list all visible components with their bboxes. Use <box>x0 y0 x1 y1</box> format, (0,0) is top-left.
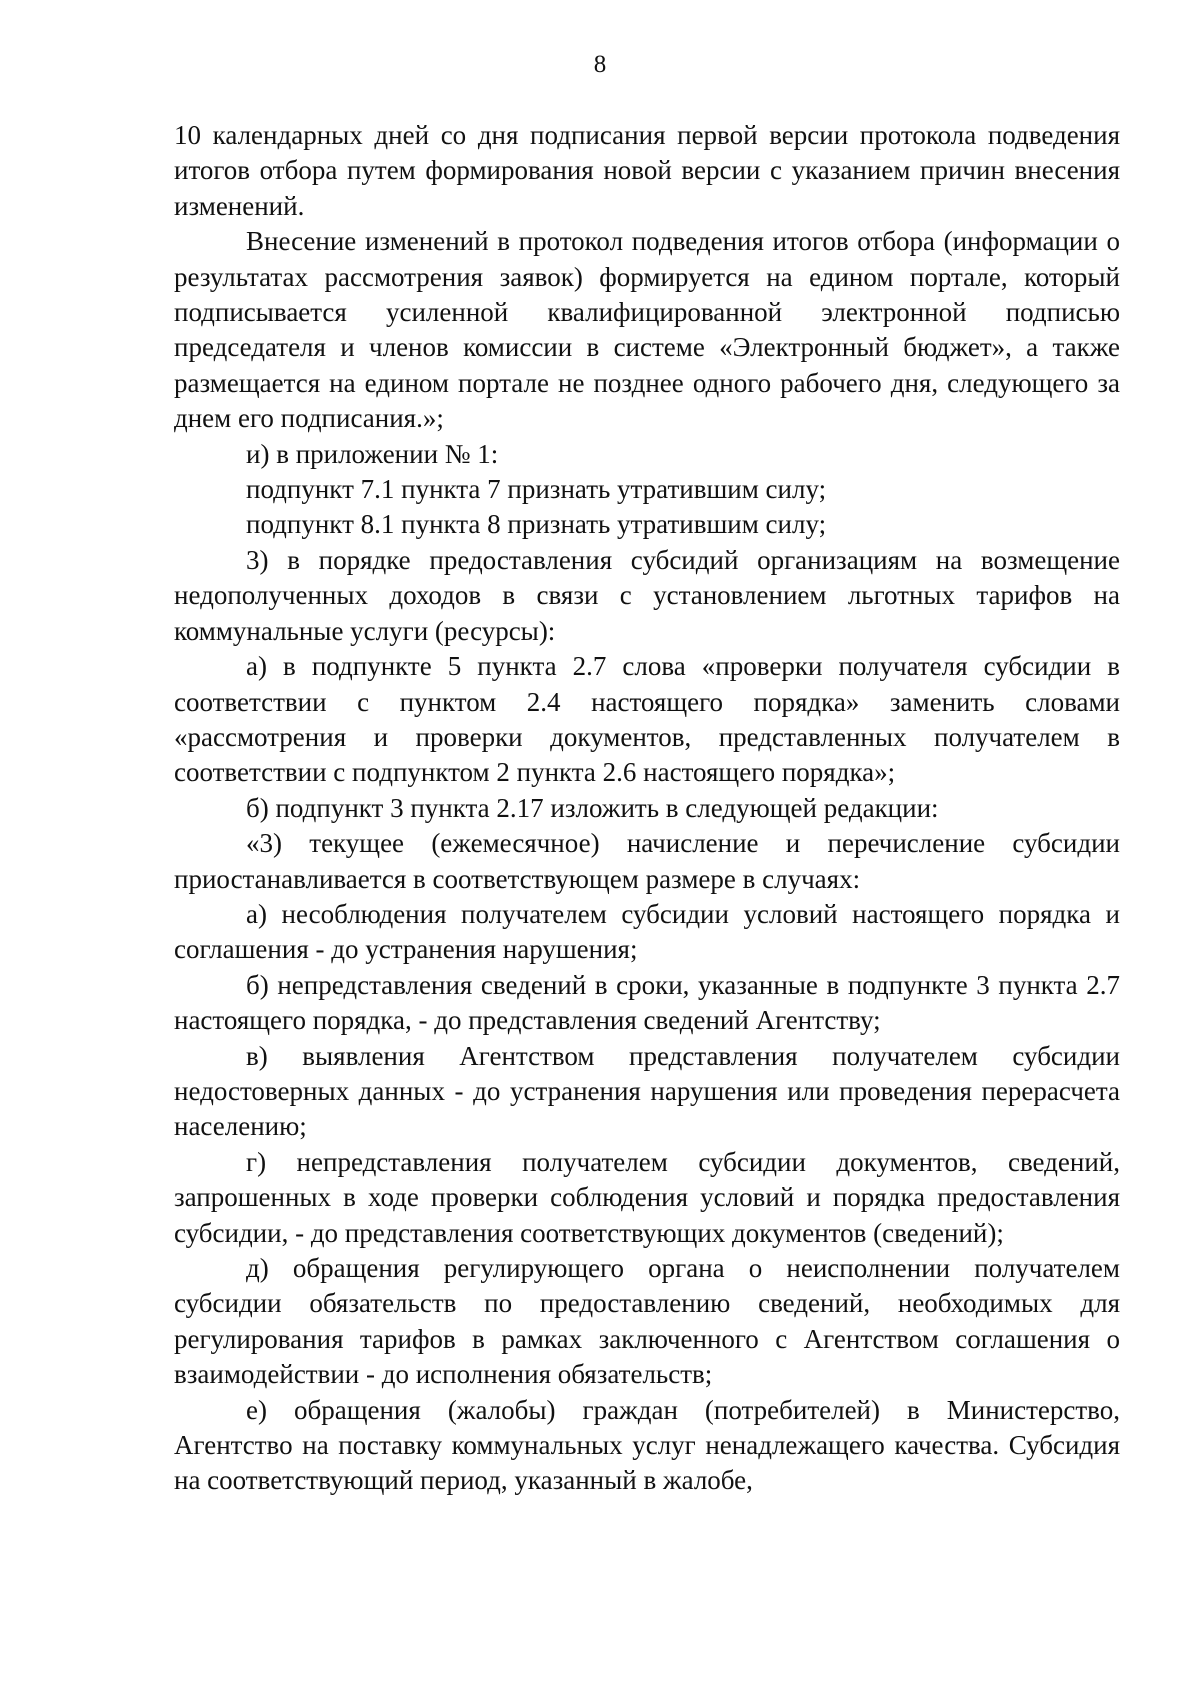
paragraph-new-wording: «3) текущее (ежемесячное) начисление и перечисление субсидии приостанавливается в соответствующем размере в случаях: <box>174 828 1120 894</box>
paragraph-case-d: д) обращения регулирующего органа о неисполнении получателем субсидии обязательств по предоставлению сведений, необходимых для регулирования тарифов в рамках заключенного с Агентством соглашения о взаимодействии - до исполнения обязательств; <box>174 1253 1120 1390</box>
paragraph-case-b: б) непредставления сведений в сроки, указанные в подпункте 3 пункта 2.7 настоящего порядка, - до представления сведений Агентству; <box>174 969 1120 1036</box>
paragraph-case-e: е) обращения (жалобы) граждан (потребителей) в Министерство, Агентство на поставку коммунальных услуг ненадлежащего качества. Субсидия на соответствующий период, указанный в жалобе, <box>174 1394 1120 1496</box>
document-body <box>174 118 1120 1499</box>
paragraph-case-a: а) несоблюдения получателем субсидии условий настоящего порядка и соглашения - до устранения нарушения; <box>174 898 1120 965</box>
paragraph-continuation: 10 календарных дней со дня подписания первой версии протокола подведения итогов отбора путем формирования новой версии с указанием причин внесения изменений. <box>174 120 1120 221</box>
page-number: 8 <box>593 51 607 78</box>
paragraph-subitem-8-1: подпункт 8.1 пункта 8 признать утратившим силу; <box>246 509 827 540</box>
paragraph-protocol-changes: Внесение изменений в протокол подведения итогов отбора (информации о результатах рассмотрения заявок) формируется на едином портале, который подписывается усиленной квалифицированной электронной подписью председателя и членов комиссии в системе «Электронный бюджет», а также размещается на едином портале не позднее одного рабочего дня, следующего за днем его подписания.»; <box>174 226 1120 434</box>
paragraph-item-b: б) подпункт 3 пункта 2.17 изложить в следующей редакции: <box>246 792 939 823</box>
paragraph-appendix-1: и) в приложении № 1: <box>246 438 499 469</box>
paragraph-case-v: в) выявления Агентством представления получателем субсидии недостоверных данных - до устранения нарушения или проведения перерасчета населению; <box>174 1040 1120 1142</box>
paragraph-subitem-7-1: подпункт 7.1 пункта 7 признать утратившим силу; <box>246 474 827 505</box>
paragraph-item-a: а) в подпункте 5 пункта 2.7 слова «проверки получателя субсидии в соответствии с пунктом 2.4 настоящего порядка» заменить словами «рассмотрения и проверки документов, представленных получателем в соответствии с подпунктом 2 пункта 2.6 настоящего порядка»; <box>174 651 1120 788</box>
paragraph-item-3: 3) в порядке предоставления субсидий организациям на возмещение недополученных доходов в связи с установлением льготных тарифов на коммунальные услуги (ресурсы): <box>174 544 1120 646</box>
paragraph-case-g: г) непредставления получателем субсидии документов, сведений, запрошенных в ходе проверки соблюдения условий и порядка предоставления субсидии, - до представления соответствующих документов (сведений); <box>174 1146 1120 1248</box>
